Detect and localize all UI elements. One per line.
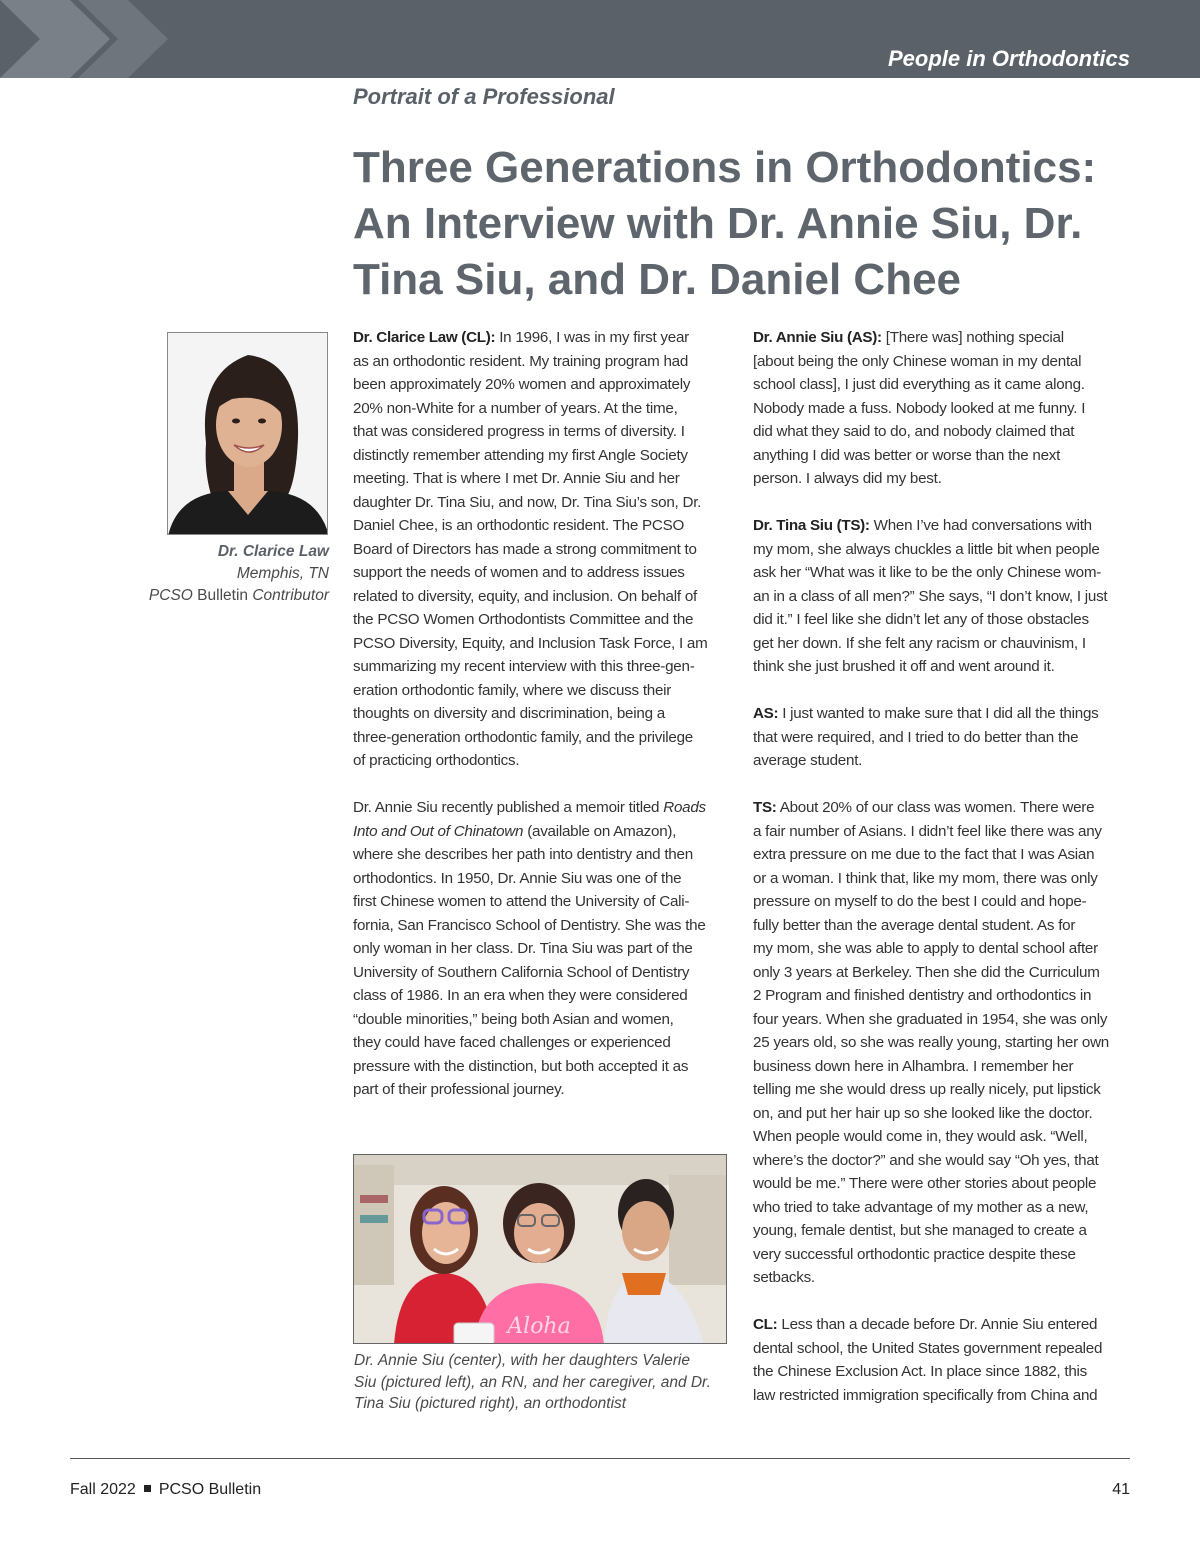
text-line: only woman in her class. Dr. Tina Siu was part of the: [353, 940, 693, 957]
text-line: meeting. That is where I met Dr. Annie Siu and her: [353, 470, 680, 487]
text-line: where she describes her path into dentistry and then: [353, 846, 693, 863]
text-line: distinctly remember attending my first Angle Society: [353, 446, 688, 464]
caption-line: Siu (pictured left), an RN, and her caregiver, and Dr.: [354, 1373, 711, 1391]
text-line: as an orthodontic resident. My training program had: [353, 352, 689, 370]
text-line: a fair number of Asians. I didn’t feel like there was any: [753, 822, 1102, 840]
text-line: Nobody made a fuss. Nobody looked at me funny. I: [753, 399, 1086, 417]
text-line: would be me.” There were other stories about people: [753, 1175, 1097, 1192]
text-line: Board of Directors has made a strong commitment to: [353, 540, 697, 558]
text-line: extra pressure on me due to the fact that I was Asian: [753, 846, 1095, 863]
contributor-role: [149, 587, 329, 604]
text-run: In 1996, I was in my first year: [495, 329, 689, 346]
text-line: only 3 years at Berkeley. Then she did the Curriculum: [753, 963, 1100, 981]
text-line: summarizing my recent interview with this three-gen-: [353, 658, 695, 675]
text-line: orthodontics. In 1950, Dr. Annie Siu was one of the: [353, 869, 682, 887]
text-run: Less than a decade before Dr. Annie Siu entered: [777, 1316, 1098, 1333]
footer-publication: [70, 1481, 261, 1499]
text-line: Daniel Chee, is an orthodontic resident. The PCSO: [353, 517, 685, 534]
text-line: get her down. If she felt any racism or chauvinism, I: [753, 634, 1086, 652]
text-line: [753, 326, 1133, 350]
speaker-label: AS:: [753, 705, 779, 722]
text-run: (available on Amazon),: [523, 822, 677, 840]
text-line: person. I always did my best.: [753, 470, 942, 487]
text-line: who tried to take advantage of my mother as a new,: [753, 1198, 1089, 1216]
text-line: [about being the only Chinese woman in my dental: [753, 352, 1082, 370]
title-line: Tina Siu, and Dr. Daniel Chee: [353, 255, 962, 304]
text-line: [353, 326, 733, 350]
text-line: my mom, she was able to apply to dental school after: [753, 940, 1098, 957]
footer-issue: Fall 2022: [70, 1481, 136, 1498]
speaker-label: Dr. Clarice Law (CL):: [353, 329, 496, 346]
answer-paragraph: [753, 1313, 1133, 1407]
article-title: [353, 140, 1133, 308]
header-band: [0, 0, 1200, 78]
text-line: [353, 820, 733, 844]
role-part: PCSO: [148, 587, 193, 604]
text-run: I just wanted to make sure that I did all the things: [778, 705, 1099, 722]
article-kicker: Portrait of a Professional: [353, 84, 615, 109]
text-line: eration orthodontic family, where we discuss their: [353, 681, 672, 699]
text-line: [753, 514, 1133, 538]
text-line: of practicing orthodontics.: [353, 752, 520, 769]
text-line: related to diversity, equity, and inclusion. On behalf of: [353, 587, 697, 605]
title-line: An Interview with Dr. Annie Siu, Dr.: [353, 199, 1083, 248]
text-line: class of 1986. In an era when they were considered: [353, 987, 688, 1004]
text-line: fornia, San Francisco School of Dentistry. She was the: [353, 916, 706, 934]
contributor-name: Dr. Clarice Law: [217, 543, 329, 560]
text-line: the PCSO Women Orthodontists Committee and the: [353, 611, 694, 628]
text-line: very successful orthodontic practice despite these: [753, 1245, 1076, 1263]
text-line: ask her “What was it like to be the only Chinese wom-: [753, 564, 1102, 581]
text-run: When I’ve had conversations with: [869, 517, 1092, 534]
section-label: People in Orthodontics: [887, 46, 1130, 71]
square-bullet-icon: [144, 1485, 151, 1492]
text-line: 2 Program and finished dentistry and orthodontics in: [753, 987, 1092, 1004]
text-line: on, and put her hair up so she looked like the doctor.: [753, 1104, 1093, 1122]
speaker-label: TS:: [753, 799, 777, 816]
text-line: they could have faced challenges or experienced: [353, 1034, 671, 1051]
text-line: pressure with the distinction, but both accepted it as: [353, 1057, 689, 1075]
text-line: anything I did was better or worse than the next: [753, 446, 1061, 464]
text-line: [353, 796, 733, 820]
text-run: [There was] nothing special: [881, 329, 1064, 346]
book-title: Into and Out of Chinatown: [353, 822, 524, 840]
family-photo: [353, 1154, 727, 1344]
text-line: that was considered progress in terms of diversity. I: [353, 423, 685, 440]
text-line: law restricted immigration specifically from China and: [753, 1386, 1098, 1404]
text-line: first Chinese women to attend the University of Cali-: [353, 893, 690, 910]
text-line: did it.” I feel like she didn’t let any of those obstacles: [753, 611, 1089, 628]
text-line: or a woman. I think that, like my mom, there was only: [753, 869, 1098, 887]
text-line: where’s the doctor?” and she would say “Oh yes, that: [753, 1151, 1099, 1169]
text-line: dental school, the United States government repealed: [753, 1339, 1103, 1357]
text-line: thoughts on diversity and discrimination, being a: [353, 705, 665, 722]
text-line: that were required, and I tried to do better than the: [753, 728, 1079, 746]
caption-line: Dr. Annie Siu (center), with her daughters Valerie: [354, 1352, 690, 1369]
memoir-paragraph: [353, 796, 733, 1102]
text-line: been approximately 20% women and approximately: [353, 376, 691, 393]
contributor-location: Memphis, TN: [236, 565, 329, 582]
article-column-left: [353, 326, 733, 1125]
photo-caption: [354, 1350, 734, 1415]
text-line: setbacks.: [753, 1269, 815, 1286]
text-run: About 20% of our class was women. There were: [776, 799, 1095, 816]
speaker-label: Dr. Tina Siu (TS):: [753, 517, 870, 534]
contributor-portrait: [167, 332, 328, 535]
text-line: [753, 1313, 1133, 1337]
text-line: [753, 702, 1133, 726]
text-line: support the needs of women and to address issues: [353, 564, 685, 581]
text-line: think she just brushed it off and went around it.: [753, 658, 1055, 675]
contributor-info: [120, 541, 329, 607]
page-number: 41: [1112, 1481, 1130, 1498]
answer-paragraph: [753, 702, 1133, 773]
caption-line: Tina Siu (pictured right), an orthodontist: [354, 1395, 627, 1412]
article-column-right: [753, 326, 1133, 1431]
role-part: Contributor: [252, 587, 329, 604]
text-line: school class], I just did everything as it came along.: [753, 376, 1085, 393]
text-line: 25 years old, so she was really young, starting her own: [753, 1034, 1110, 1051]
chevron-decoration-icon: [0, 0, 200, 78]
speaker-label: CL:: [753, 1316, 778, 1333]
text-line: business down here in Alhambra. I remember her: [753, 1057, 1074, 1075]
text-line: the Chinese Exclusion Act. In place since 1882, this: [753, 1363, 1087, 1380]
text-line: daughter Dr. Tina Siu, and now, Dr. Tina Siu’s son, Dr.: [353, 493, 702, 511]
role-part: Bulletin: [192, 587, 253, 604]
text-line: three-generation orthodontic family, and the privilege: [353, 728, 693, 746]
mug-label: Aloha: [507, 1314, 571, 1339]
text-line: young, female dentist, but she managed to create a: [753, 1222, 1087, 1239]
text-line: pressure on myself to do the best I could and hope-: [753, 893, 1087, 910]
text-line: “double minorities,” being both Asian and women,: [353, 1010, 674, 1028]
footer-publication-name: PCSO Bulletin: [158, 1481, 262, 1498]
answer-paragraph: [753, 514, 1133, 679]
text-line: PCSO Diversity, Equity, and Inclusion Task Force, I am: [353, 634, 708, 652]
text-line: University of Southern California School of Dentistry: [353, 963, 690, 981]
text-line: fully better than the average dental student. As for: [753, 916, 1076, 934]
answer-paragraph: [753, 796, 1133, 1290]
speaker-label: Dr. Annie Siu (AS):: [753, 329, 882, 346]
title-line: Three Generations in Orthodontics:: [353, 143, 1097, 192]
text-line: average student.: [753, 752, 863, 769]
text-line: an in a class of all men?” She says, “I don’t know, I just: [753, 587, 1108, 605]
text-line: did what they said to do, and nobody claimed that: [753, 423, 1075, 440]
text-line: When people would come in, they would ask. “Well,: [753, 1128, 1088, 1145]
text-line: [753, 796, 1133, 820]
text-line: my mom, she always chuckles a little bit when people: [753, 540, 1100, 558]
intro-paragraph: [353, 326, 733, 773]
footer-rule: [70, 1458, 1130, 1459]
text-line: four years. When she graduated in 1954, she was only: [753, 1010, 1108, 1028]
book-title: Roads: [663, 799, 706, 816]
text-line: telling me she would dress up really nicely, put lipstick: [753, 1081, 1101, 1098]
text-line: 20% non-White for a number of years. At the time,: [353, 399, 678, 417]
text-run: Dr. Annie Siu recently published a memoir titled: [353, 799, 664, 816]
text-line: part of their professional journey.: [353, 1081, 565, 1098]
answer-paragraph: [753, 326, 1133, 491]
